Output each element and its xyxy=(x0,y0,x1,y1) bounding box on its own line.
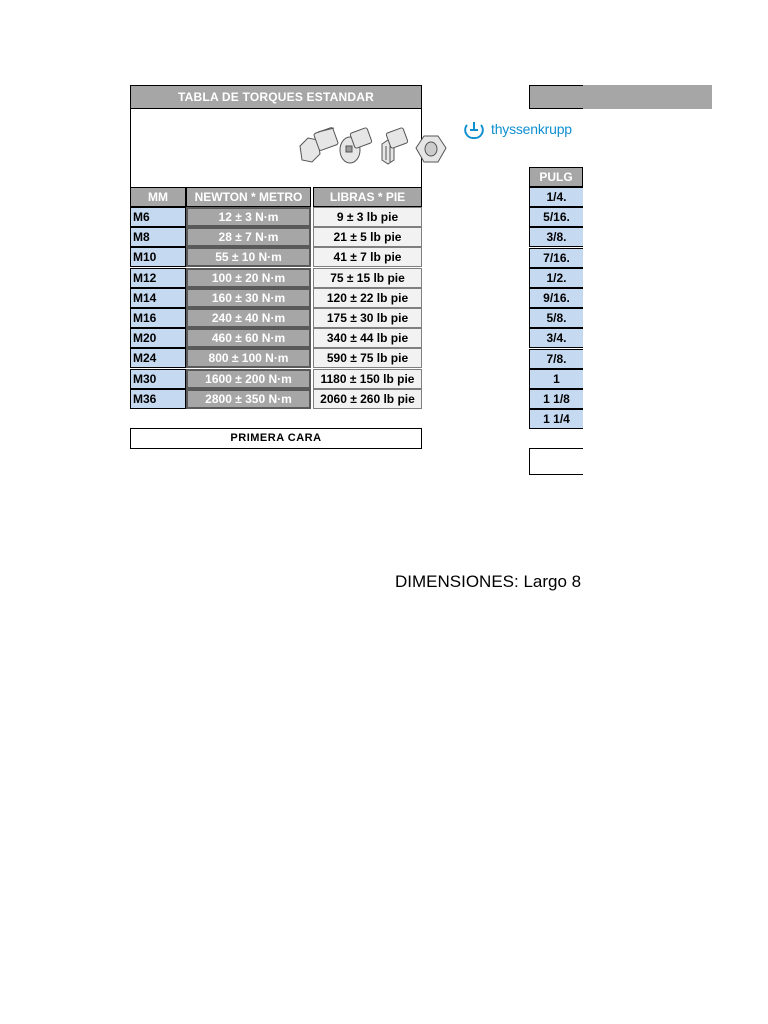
pulg-cell: 1 xyxy=(529,369,583,389)
footer-primera-cara: PRIMERA CARA xyxy=(130,428,422,449)
newton-cell: 800 ± 100 N·m xyxy=(186,348,311,368)
pulg-cell: 7/8. xyxy=(529,349,583,369)
hex-bolt-icon xyxy=(300,127,338,162)
mm-cell: M8 xyxy=(130,227,186,247)
mm-cell: M36 xyxy=(130,389,186,409)
pulg-cell: 3/4. xyxy=(529,328,583,348)
libras-cell: 120 ± 22 lb pie xyxy=(313,288,422,308)
mm-cell: M12 xyxy=(130,268,186,288)
mm-cell: M20 xyxy=(130,328,186,348)
libras-cell: 340 ± 44 lb pie xyxy=(313,328,422,348)
right-title-bar xyxy=(583,85,712,109)
mm-cell: M10 xyxy=(130,247,186,267)
pulg-cell: 3/8. xyxy=(529,227,583,247)
thyssenkrupp-logo-icon xyxy=(463,119,485,141)
right-title-left xyxy=(529,85,583,109)
mm-cell: M24 xyxy=(130,348,186,368)
bolts-illustration xyxy=(296,118,451,180)
newton-cell: 55 ± 10 N·m xyxy=(186,247,311,267)
libras-cell: 175 ± 30 lb pie xyxy=(313,308,422,328)
mm-cell: M16 xyxy=(130,308,186,328)
pulg-cell: 1 1/4 xyxy=(529,409,583,429)
pulg-cell: 1/2. xyxy=(529,268,583,288)
logo-text: thyssenkrupp xyxy=(491,121,572,137)
torx-bolt-icon xyxy=(382,127,408,164)
header-mm: MM xyxy=(130,187,186,207)
pulg-cell: 5/16. xyxy=(529,207,583,227)
mm-cell: M30 xyxy=(130,369,186,389)
mm-cell: M14 xyxy=(130,288,186,308)
newton-cell: 2800 ± 350 N·m xyxy=(186,389,311,409)
hex-nut-icon xyxy=(416,136,446,162)
newton-cell: 160 ± 30 N·m xyxy=(186,288,311,308)
header-pulg: PULG xyxy=(529,167,583,187)
mm-cell: M6 xyxy=(130,207,186,227)
header-newton-metro: NEWTON * METRO xyxy=(186,187,311,207)
libras-cell: 1180 ± 150 lb pie xyxy=(313,369,422,389)
pulg-cell: 1 1/8 xyxy=(529,389,583,409)
header-libras-pie: LIBRAS * PIE xyxy=(313,187,422,207)
pulg-cell: 9/16. xyxy=(529,288,583,308)
newton-cell: 100 ± 20 N·m xyxy=(186,268,311,288)
table-title: TABLA DE TORQUES ESTANDAR xyxy=(130,85,422,109)
newton-cell: 240 ± 40 N·m xyxy=(186,308,311,328)
right-footer-box xyxy=(529,448,583,475)
libras-cell: 41 ± 7 lb pie xyxy=(313,247,422,267)
newton-cell: 1600 ± 200 N·m xyxy=(186,369,311,389)
libras-cell: 2060 ± 260 lb pie xyxy=(313,389,422,409)
dimensions-text: DIMENSIONES: Largo 8 xyxy=(395,572,582,591)
pulg-cell: 1/4. xyxy=(529,187,583,207)
newton-cell: 460 ± 60 N·m xyxy=(186,328,311,348)
libras-cell: 9 ± 3 lb pie xyxy=(313,207,422,227)
libras-cell: 75 ± 15 lb pie xyxy=(313,268,422,288)
pulg-cell: 5/8. xyxy=(529,308,583,328)
newton-cell: 12 ± 3 N·m xyxy=(186,207,311,227)
libras-cell: 590 ± 75 lb pie xyxy=(313,348,422,368)
socket-screw-icon xyxy=(340,127,372,163)
newton-cell: 28 ± 7 N·m xyxy=(186,227,311,247)
libras-cell: 21 ± 5 lb pie xyxy=(313,227,422,247)
pulg-cell: 7/16. xyxy=(529,248,583,268)
